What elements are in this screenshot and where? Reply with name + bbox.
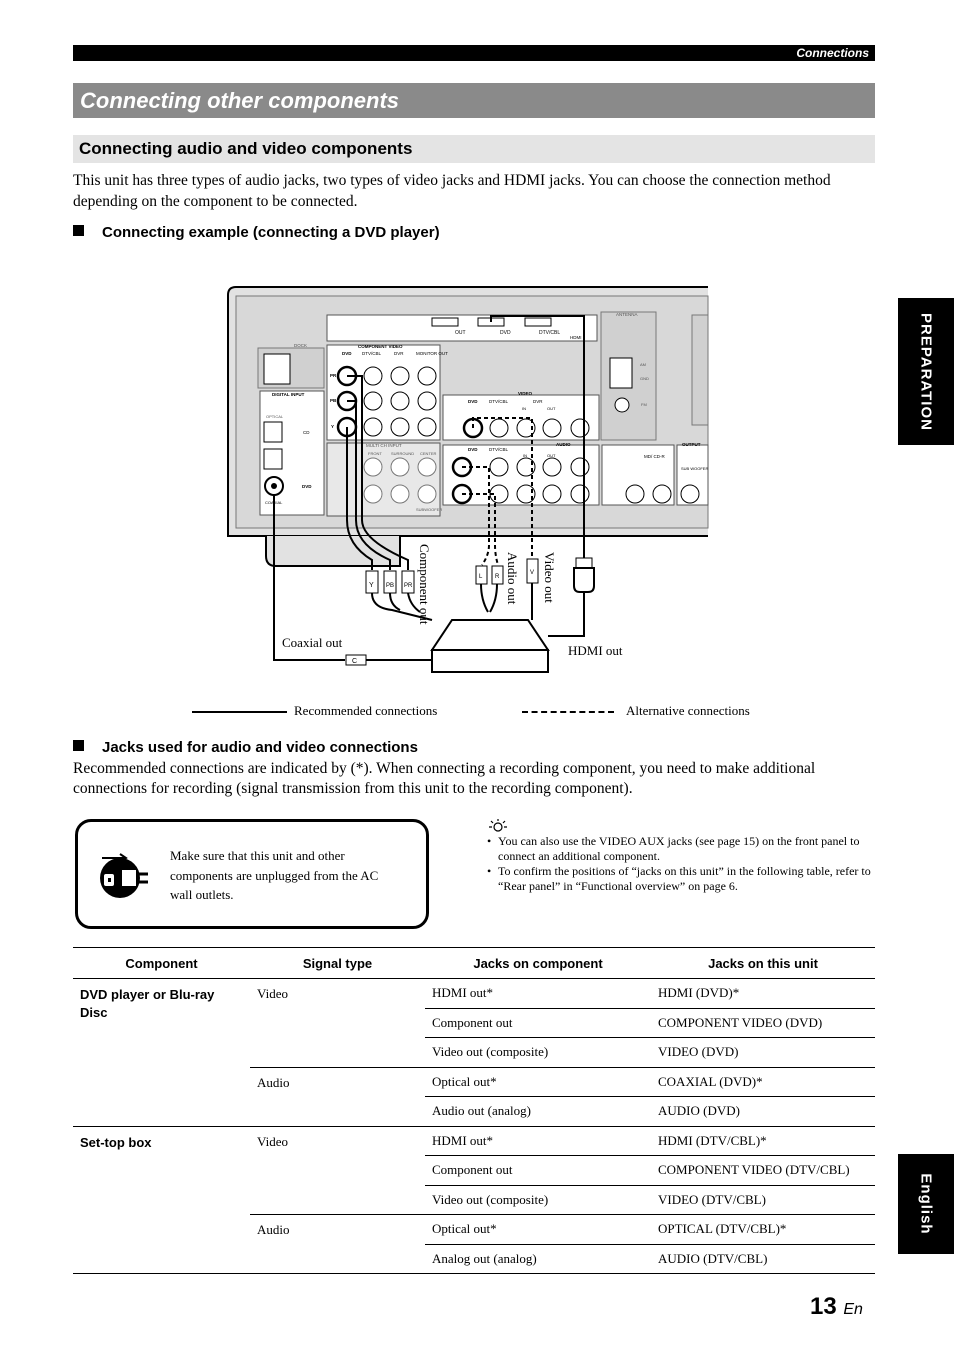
jack-label-cv-dtvcbl: DTV/CBL — [362, 351, 382, 356]
example-heading-text: Connecting example (connecting a DVD player) — [102, 224, 440, 241]
header-bar — [73, 45, 875, 61]
receiver-foot — [266, 536, 400, 566]
jack-label-monitor-out: MONITOR OUT — [416, 351, 448, 356]
plug-label-l: L — [479, 574, 483, 580]
jack-unit-cell: AUDIO (DTV/CBL) — [651, 1244, 875, 1274]
jack-component-cell: Analog out (analog) — [425, 1244, 651, 1274]
caution-text: Make sure that this unit and other components are unplugged from the AC wall outlets. — [170, 848, 379, 902]
legend-dashed-line — [522, 711, 614, 713]
table-row — [73, 979, 875, 1009]
jack-label-audio-in: IN — [523, 453, 527, 458]
jack-label-video-dvr: DVR — [533, 399, 543, 404]
jack-unit-cell: VIDEO (DVD) — [651, 1038, 875, 1068]
jack-label-surround: SURROUND — [391, 451, 415, 456]
tip-item: • You can also use the VIDEO AUX jacks (see page 15) on the front panel to connect an additional component. — [485, 834, 877, 864]
label-hdmi-out: HDMI out — [568, 643, 623, 658]
hdmi-dtvcbl-jack — [525, 318, 551, 326]
signal-cell: Video — [250, 979, 425, 1068]
bullet-square-icon — [73, 740, 84, 751]
tips — [485, 818, 877, 894]
table-row — [73, 1126, 875, 1156]
legend-alternative: Alternative connections — [626, 703, 750, 718]
section-heading: Connecting audio and video components — [79, 139, 413, 158]
plug-label-pr: PR — [404, 583, 413, 589]
bullet-square-icon — [73, 225, 84, 236]
jack-unit-cell: HDMI (DVD)* — [651, 979, 875, 1009]
jack-component-cell: Optical out* — [425, 1067, 651, 1097]
jack-label-dock: DOCK — [294, 343, 308, 348]
jack-label-video-out: OUT — [547, 406, 556, 411]
jack-unit-cell: HDMI (DTV/CBL)* — [651, 1126, 875, 1156]
tip-item: • To confirm the positions of “jacks on this unit” in the following table, refer to “Rear panel” in “Functional overview” on page 6. — [485, 864, 877, 894]
jack-component-cell: Video out (composite) — [425, 1038, 651, 1068]
section-heading-box — [73, 135, 875, 163]
jack-unit-cell: VIDEO (DTV/CBL) — [651, 1185, 875, 1215]
jack-label-dtvcbl: DTV/CBL — [539, 330, 561, 336]
jack-label-video-dvd: DVD — [468, 399, 478, 404]
legend-recommended: Recommended connections — [294, 703, 438, 718]
component-cell: Set-top box — [73, 1126, 250, 1274]
plug-label-y: Y — [369, 582, 374, 589]
jack-label-fm: FM — [641, 402, 647, 407]
jack-component-cell: HDMI out* — [425, 1126, 651, 1156]
table-header-row — [73, 948, 875, 979]
header-component: Component — [73, 948, 250, 979]
jack-unit-cell: OPTICAL (DTV/CBL)* — [651, 1215, 875, 1245]
page-number-value: 13 — [810, 1293, 837, 1320]
jacks-heading-text: Jacks used for audio and video connections — [102, 739, 418, 756]
page-number — [810, 1293, 863, 1321]
legend-solid-line — [192, 711, 287, 713]
page-title: Connecting other components — [80, 88, 399, 113]
jack-label-optical: OPTICAL — [266, 414, 284, 419]
dvd-player-top — [432, 620, 548, 650]
plug-label-v: V — [530, 570, 535, 576]
connection-diagram — [180, 280, 780, 725]
caution-box — [75, 819, 429, 929]
jack-label-dvd-digital: DVD — [302, 484, 312, 489]
jack-label-video-dtvcbl: DTV/CBL — [489, 399, 509, 404]
page-language: En — [843, 1301, 863, 1318]
side-tab-preparation-label: PREPARATION — [917, 312, 935, 431]
jack-component-cell: Optical out* — [425, 1215, 651, 1245]
hdmi-panel — [327, 315, 597, 341]
jack-label-output: OUTPUT — [682, 442, 701, 447]
jack-unit-cell: COMPONENT VIDEO (DVD) — [651, 1008, 875, 1038]
jack-label-digital-input: DIGITAL INPUT — [272, 392, 305, 397]
jack-label-gnd: GND — [640, 376, 649, 381]
jack-label-center: CENTER — [420, 451, 437, 456]
side-tab-preparation — [898, 298, 954, 445]
header-signal-type: Signal type — [250, 948, 425, 979]
plug-label-pb: PB — [386, 583, 395, 589]
plug-label-c: C — [352, 658, 358, 665]
jack-label-audio-dtvcbl: DTV/CBL — [489, 447, 509, 452]
section-label: Connections — [796, 46, 869, 60]
jack-label-subwoofer: SUBWOOFER — [416, 507, 443, 512]
lightbulb-icon — [488, 818, 508, 834]
signal-cell: Video — [250, 1126, 425, 1215]
jack-label-coaxial: COAXIAL — [265, 500, 283, 505]
jack-component-cell: Video out (composite) — [425, 1185, 651, 1215]
jack-label-out: OUT — [455, 330, 466, 336]
side-tab-english-label: English — [917, 1173, 935, 1235]
jack-label-component-video: COMPONENT VIDEO — [358, 344, 403, 349]
jack-label-video-in: IN — [522, 406, 526, 411]
label-video-out: Video out — [542, 552, 557, 603]
header-jacks-on-component: Jacks on component — [425, 948, 651, 979]
jack-label-md-cdr: MD/ CD-R — [644, 454, 665, 459]
plug-label-r: R — [495, 574, 500, 580]
unplug-icon — [96, 850, 152, 900]
jack-unit-cell: COMPONENT VIDEO (DTV/CBL) — [651, 1156, 875, 1186]
dvd-player-front — [432, 650, 548, 672]
jack-label-pb: PB — [330, 398, 337, 403]
jack-label-antenna: ANTENNA — [616, 312, 638, 317]
header-jacks-on-this-unit: Jacks on this unit — [651, 948, 875, 979]
jack-unit-cell: COAXIAL (DVD)* — [651, 1067, 875, 1097]
jack-label-am: AM — [640, 362, 646, 367]
label-audio-out: Audio out — [505, 552, 520, 605]
hdmi-out-jack — [432, 318, 458, 326]
jack-unit-cell: AUDIO (DVD) — [651, 1097, 875, 1127]
label-component-out: Component out — [417, 544, 432, 625]
jack-label-hdmi: HDMI — [570, 335, 582, 340]
signal-cell: Audio — [250, 1067, 425, 1126]
label-coaxial-out: Coaxial out — [282, 635, 343, 650]
jack-label-audio-dvd: DVD — [468, 447, 478, 452]
signal-cell: Audio — [250, 1215, 425, 1274]
jack-label-cv-dvr: DVR — [394, 351, 404, 356]
jack-component-cell: HDMI out* — [425, 979, 651, 1009]
page-title-box — [73, 83, 875, 118]
intro-paragraph: This unit has three types of audio jacks, two types of video jacks and HDMI jacks. You can choose the connection method depending on the component to be connected. — [73, 172, 831, 210]
jack-component-cell: Audio out (analog) — [425, 1097, 651, 1127]
jack-label-sub-woofer: SUB WOOFER — [681, 466, 709, 471]
jack-label-audio-out: OUT — [547, 453, 556, 458]
jack-component-cell: Component out — [425, 1008, 651, 1038]
jack-label-dvd: DVD — [500, 330, 511, 336]
component-cell: DVD player or Blu-ray Disc — [73, 979, 250, 1127]
jack-component-cell: Component out — [425, 1156, 651, 1186]
jack-label-front: FRONT — [368, 451, 382, 456]
jacks-heading — [73, 739, 418, 757]
jack-label-video: VIDEO — [518, 391, 533, 396]
jacks-table — [73, 947, 875, 1274]
jacks-paragraph: Recommended connections are indicated by (*). When connecting a recording component, you need to make additional connections for recording (signal transmission from this unit to the recording component). — [73, 760, 816, 797]
jack-label-pr: PR — [330, 373, 337, 378]
jack-label-cd: CD — [303, 430, 310, 435]
jack-label-y: Y — [331, 424, 335, 429]
jack-label-cv-dvd: DVD — [342, 351, 352, 356]
side-tab-english — [898, 1154, 954, 1254]
jack-label-multi-ch-input: MULTI CH INPUT — [366, 443, 402, 448]
example-heading — [73, 224, 440, 242]
jack-label-audio: AUDIO — [556, 442, 571, 447]
